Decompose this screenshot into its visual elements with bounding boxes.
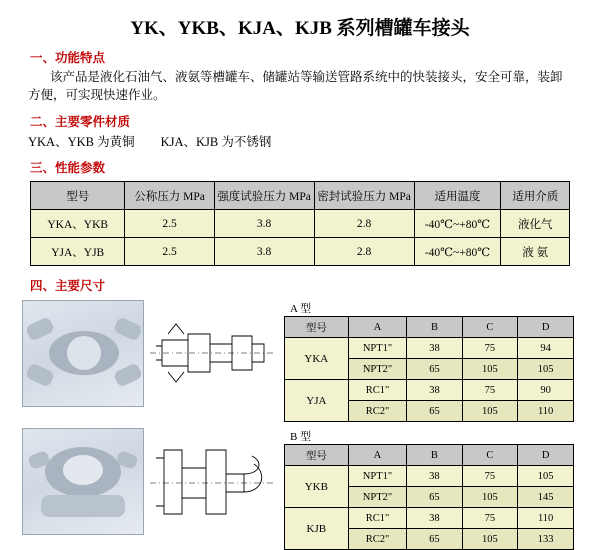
perf-r1-temp: -40℃~+80℃ (414, 210, 501, 238)
perf-r2-seal: 2.8 (314, 238, 414, 266)
b-r2-c: 105 (462, 487, 518, 508)
perf-header-temp: 适用温度 (414, 182, 501, 210)
a-r4-c: 105 (462, 401, 518, 422)
a-r1-model: YKA (285, 338, 349, 380)
b-r4-a: RC2" (348, 529, 407, 550)
features-text: 该产品是液化石油气、液氨等槽罐车、储罐站等输送管路系统中的快装接头，安全可靠，装卸方便，可实现快速作业。 (28, 70, 563, 103)
features-paragraph (28, 68, 572, 104)
material-right: KJA、KJB 为不锈钢 (160, 135, 272, 150)
perf-header-seal: 密封试验压力 MPa (314, 182, 414, 210)
table-row (285, 380, 574, 401)
b-header-a: A (348, 445, 407, 466)
type-b-label: B 型 (290, 431, 312, 444)
b-r1-a: NPT1" (348, 466, 407, 487)
a-r3-b: 38 (407, 380, 462, 401)
b-r3-a: RC1" (348, 508, 407, 529)
b-header-model: 型号 (285, 445, 349, 466)
perf-r1-nominal: 2.5 (125, 210, 214, 238)
b-r1-model: YKB (285, 466, 349, 508)
type-a-table-wrap (284, 300, 574, 422)
b-r1-c: 75 (462, 466, 518, 487)
perf-r1-medium: 液化气 (501, 210, 570, 238)
type-b-table (284, 444, 574, 550)
type-a-label: A 型 (290, 303, 312, 316)
a-r3-model: YJA (285, 380, 349, 422)
b-header-b: B (407, 445, 462, 466)
a-r3-a: RC1" (348, 380, 407, 401)
b-r2-a: NPT2" (348, 487, 407, 508)
b-r2-d: 145 (518, 487, 574, 508)
technical-drawing-b (148, 428, 276, 533)
dimension-heading: 四、主要尺寸 (30, 279, 106, 294)
b-r4-d: 133 (518, 529, 574, 550)
b-r3-c: 75 (462, 508, 518, 529)
table-row (285, 508, 574, 529)
table-header-row (285, 317, 574, 338)
table-row (285, 338, 574, 359)
perf-header-strength: 强度试验压力 MPa (214, 182, 314, 210)
table-row (31, 210, 570, 238)
a-header-a: A (348, 317, 407, 338)
perf-r2-strength: 3.8 (214, 238, 314, 266)
material-paragraph (28, 132, 572, 150)
drawing-svg-b (148, 428, 276, 533)
a-r1-c: 75 (462, 338, 518, 359)
a-r4-a: RC2" (348, 401, 407, 422)
b-r4-b: 65 (407, 529, 462, 550)
a-header-c: C (462, 317, 518, 338)
material-heading: 二、主要零件材质 (30, 115, 131, 130)
perf-header-nominal: 公称压力 MPa (125, 182, 214, 210)
a-r3-c: 75 (462, 380, 518, 401)
type-a-table (284, 316, 574, 422)
b-r4-c: 105 (462, 529, 518, 550)
perf-header-medium: 适用介质 (501, 182, 570, 210)
b-header-c: C (462, 445, 518, 466)
table-row (285, 466, 574, 487)
b-r3-d: 110 (518, 508, 574, 529)
b-header-d: D (518, 445, 574, 466)
type-a-block (22, 300, 600, 422)
perf-r2-model: YJA、YJB (31, 238, 125, 266)
a-header-d: D (518, 317, 574, 338)
technical-drawing-a (148, 300, 276, 405)
perf-r2-nominal: 2.5 (125, 238, 214, 266)
type-b-table-wrap (284, 428, 574, 550)
a-r1-d: 94 (518, 338, 574, 359)
a-r2-d: 105 (518, 359, 574, 380)
perf-r1-strength: 3.8 (214, 210, 314, 238)
a-r4-d: 110 (518, 401, 574, 422)
a-r3-d: 90 (518, 380, 574, 401)
perf-r1-model: YKA、YKB (31, 210, 125, 238)
a-r2-c: 105 (462, 359, 518, 380)
features-heading: 一、功能特点 (30, 51, 106, 65)
a-header-model: 型号 (285, 317, 349, 338)
dimension-section (0, 300, 600, 550)
b-r3-model: KJB (285, 508, 349, 550)
perf-r2-medium: 液 氨 (501, 238, 570, 266)
a-r1-b: 38 (407, 338, 462, 359)
b-r3-b: 38 (407, 508, 462, 529)
a-r2-a: NPT2" (348, 359, 407, 380)
performance-table (30, 181, 570, 266)
table-header-row (285, 445, 574, 466)
performance-heading: 三、性能参数 (30, 161, 106, 176)
perf-header-model: 型号 (31, 182, 125, 210)
b-r2-b: 65 (407, 487, 462, 508)
product-photo-a (22, 300, 144, 407)
table-row (31, 238, 570, 266)
page-title: YK、YKB、KJA、KJB 系列槽罐车接头 (130, 18, 470, 39)
material-left: YKA、YKB 为黄铜 (28, 135, 135, 150)
product-photo-b (22, 428, 144, 535)
table-header-row (31, 182, 570, 210)
a-r4-b: 65 (407, 401, 462, 422)
perf-r1-seal: 2.8 (314, 210, 414, 238)
type-b-block (22, 428, 600, 550)
drawing-svg-a (148, 300, 276, 405)
a-r2-b: 65 (407, 359, 462, 380)
b-r1-b: 38 (407, 466, 462, 487)
b-r1-d: 105 (518, 466, 574, 487)
perf-r2-temp: -40℃~+80℃ (414, 238, 501, 266)
a-header-b: B (407, 317, 462, 338)
a-r1-a: NPT1" (348, 338, 407, 359)
